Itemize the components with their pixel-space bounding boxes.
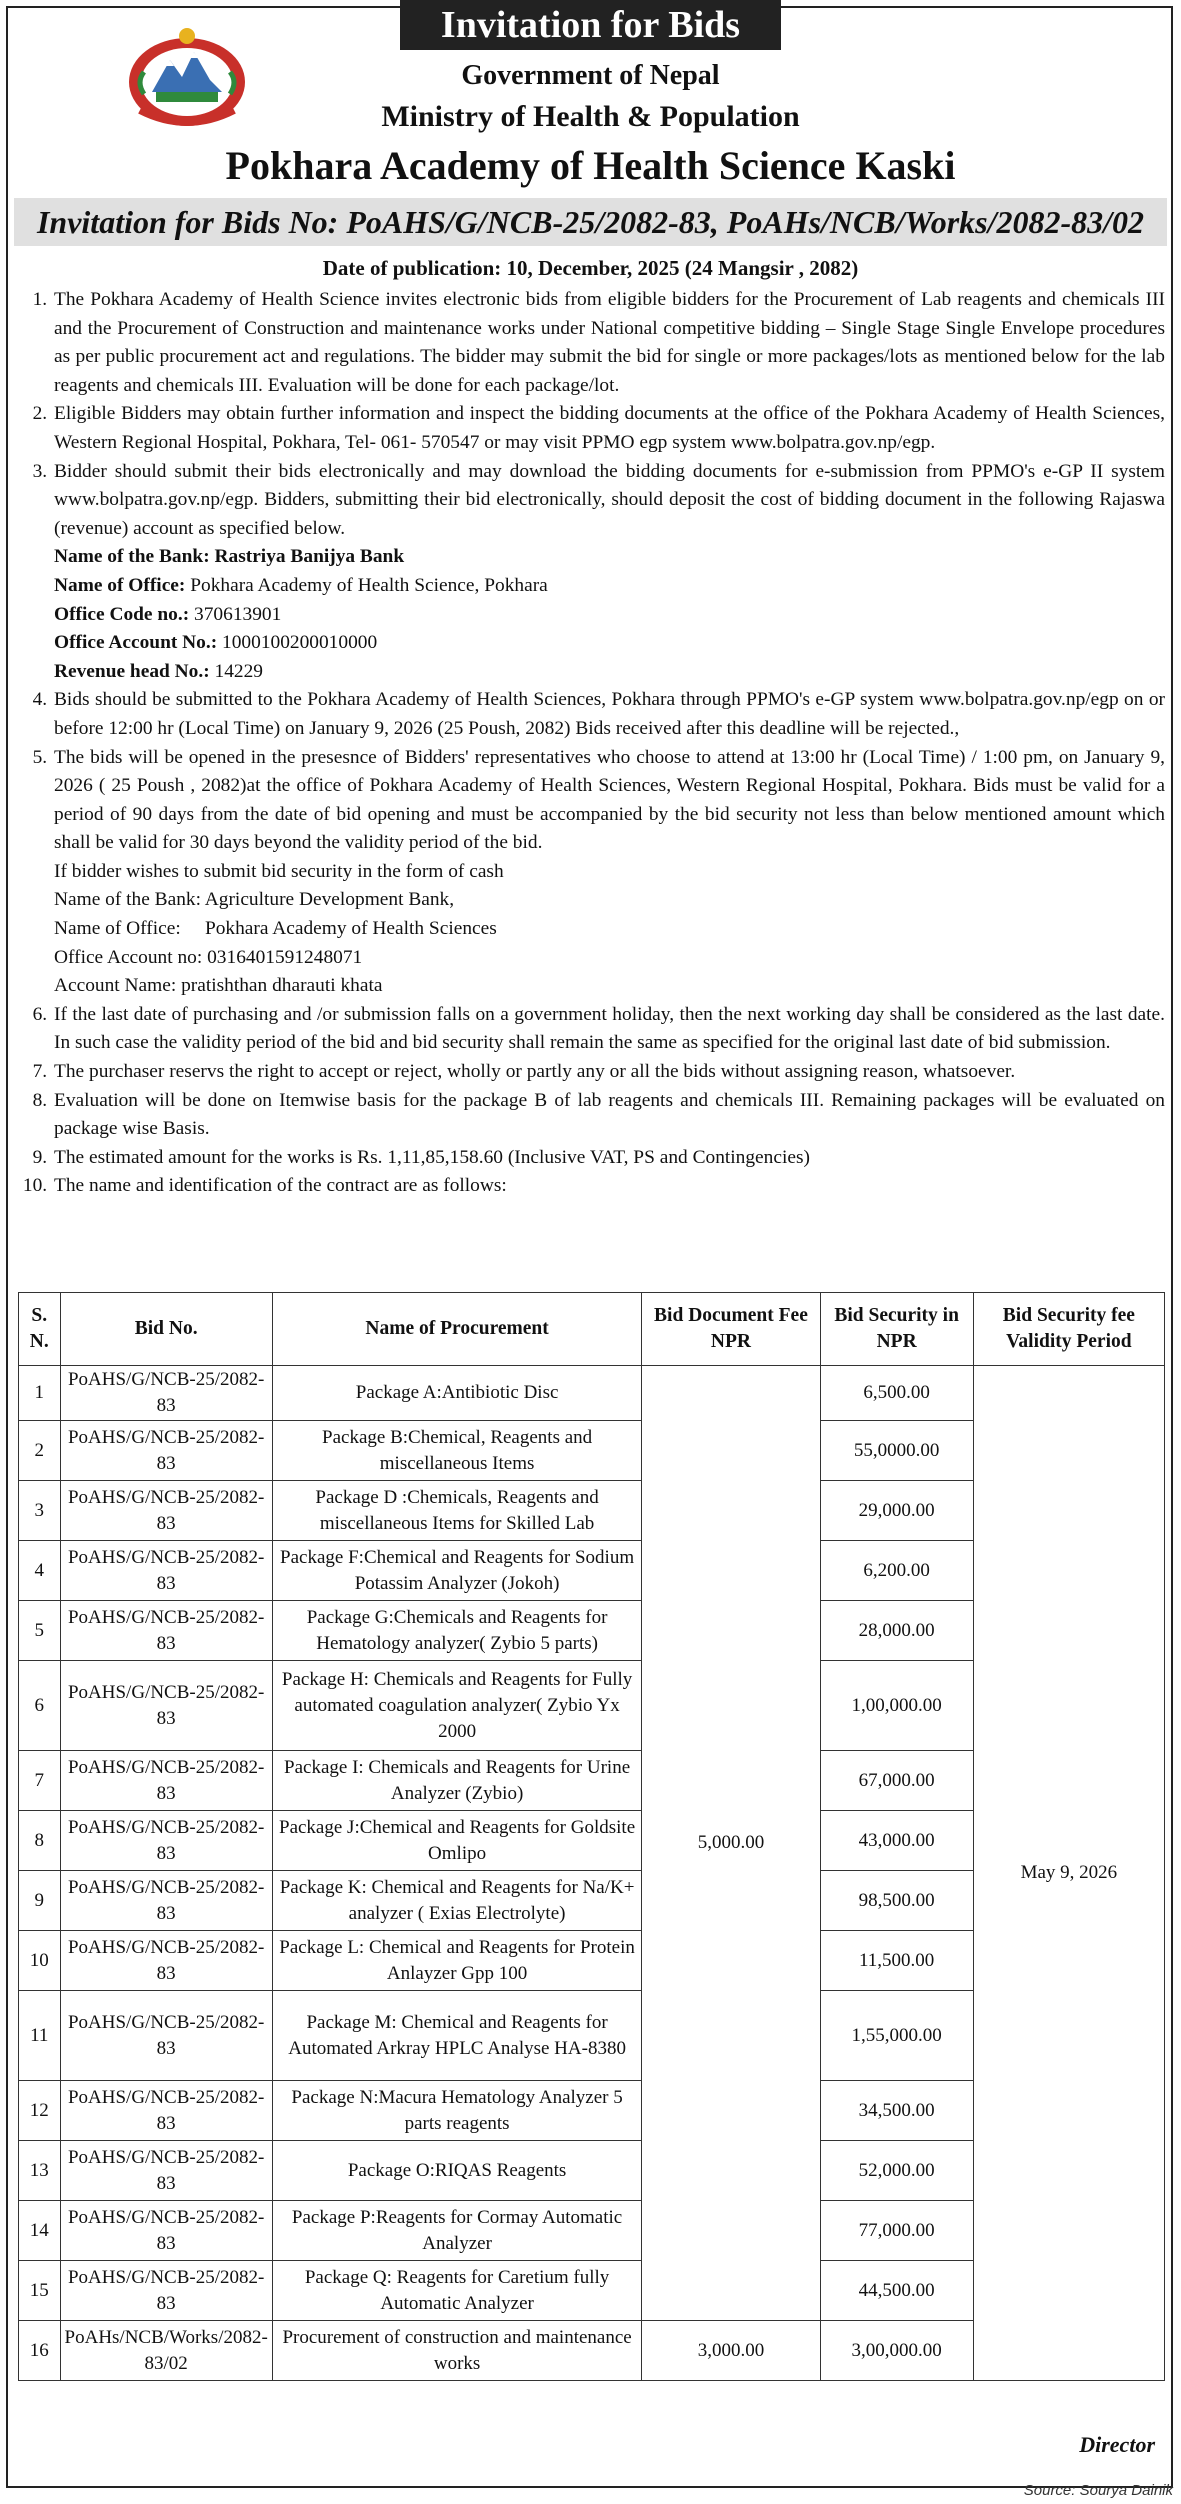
row-sn: 7 (19, 1751, 61, 1811)
row-security: 77,000.00 (820, 2201, 973, 2261)
signatory: Director (1079, 2432, 1155, 2457)
cash-security-note: If bidder wishes to submit bid security in the form of cash (54, 860, 504, 882)
header-security: Bid Security in NPR (820, 1293, 973, 1366)
row-security: 43,000.00 (820, 1811, 973, 1871)
clause-8 (52, 1087, 1165, 1144)
clause-4-text: Bids should be submitted to the Pokhara Academy of Health Sciences, Pokhara through PPMO's e-GP system www.bolpatra.gov.np/egp on or before 12:00 hr (Local Time) on January 9, 2026 (25 Poush, 2082) Bids received after this deadline will be rejected., (54, 689, 1165, 739)
row-bid-no: PoAHS/G/NCB-25/2082-83 (60, 2261, 272, 2321)
bank-name-text: Name of the Bank: Rastriya Banijya Bank (54, 546, 405, 568)
doc-fee-goods: 5,000.00 (642, 1366, 820, 2321)
cash-bank-name: Name of the Bank: Agriculture Development Bank, (54, 889, 455, 911)
clause-6 (52, 1001, 1165, 1058)
office-name (54, 572, 1165, 601)
row-procurement-name: Package H: Chemicals and Reagents for Fully automated coagulation analyzer( Zybio Yx 2000 (272, 1661, 642, 1751)
cash-account-number: Office Account no: 0316401591248071 (54, 946, 363, 968)
row-bid-no: PoAHs/NCB/Works/2082-83/02 (60, 2321, 272, 2381)
row-bid-no: PoAHS/G/NCB-25/2082-83 (60, 1811, 272, 1871)
row-security: 29,000.00 (820, 1481, 973, 1541)
row-sn: 3 (19, 1481, 61, 1541)
row-procurement-name: Package F:Chemical and Reagents for Sodium Potassim Analyzer (Jokoh) (272, 1541, 642, 1601)
row-sn: 1 (19, 1366, 61, 1421)
row-bid-no: PoAHS/G/NCB-25/2082-83 (60, 1366, 272, 1421)
row-sn: 11 (19, 1991, 61, 2081)
clause-3-text: Bidder should submit their bids electronically and may download the bidding documents for e-submission from PPMO's e-GP II system www.bolpatra.gov.np/egp. Bidders, submitting their bid electronically, should deposit the cost of bidding document in the following Rajaswa (revenue) account as specified below. (54, 460, 1165, 539)
row-procurement-name: Package O:RIQAS Reagents (272, 2141, 642, 2201)
office-code-value: 370613901 (194, 603, 282, 625)
row-bid-no: PoAHS/G/NCB-25/2082-83 (60, 2081, 272, 2141)
office-account-label: Office Account No.: (54, 632, 218, 654)
clause-2 (52, 400, 1165, 457)
doc-fee-works: 3,000.00 (642, 2321, 820, 2381)
row-security: 1,55,000.00 (820, 1991, 973, 2081)
row-bid-no: PoAHS/G/NCB-25/2082-83 (60, 1871, 272, 1931)
row-security: 6,200.00 (820, 1541, 973, 1601)
clause-3 (52, 458, 1165, 687)
row-bid-no: PoAHS/G/NCB-25/2082-83 (60, 2201, 272, 2261)
ministry-heading: Ministry of Health & Population (381, 100, 800, 133)
office-account-value: 1000100200010000 (222, 632, 378, 654)
bank-name (54, 543, 1165, 572)
revenue-head (54, 658, 1165, 687)
row-security: 55,0000.00 (820, 1421, 973, 1481)
row-procurement-name: Package B:Chemical, Reagents and miscellaneous Items (272, 1421, 642, 1481)
row-security: 3,00,000.00 (820, 2321, 973, 2381)
header-procurement: Name of Procurement (272, 1293, 642, 1366)
cash-office-name: Name of Office: Pokhara Academy of Health Sciences (54, 918, 497, 940)
revenue-head-label: Revenue head No.: (54, 660, 210, 682)
row-sn: 13 (19, 2141, 61, 2201)
government-heading: Government of Nepal (461, 60, 720, 91)
clause-list (18, 286, 1165, 1201)
row-sn: 16 (19, 2321, 61, 2381)
row-sn: 10 (19, 1931, 61, 1991)
row-security: 67,000.00 (820, 1751, 973, 1811)
clause-10 (52, 1172, 1165, 1201)
banner-title: Invitation for Bids (400, 0, 781, 50)
row-procurement-name: Package Q: Reagents for Caretium fully Automatic Analyzer (272, 2261, 642, 2321)
clause-7 (52, 1058, 1165, 1087)
row-sn: 8 (19, 1811, 61, 1871)
office-code (54, 601, 1165, 630)
row-sn: 2 (19, 1421, 61, 1481)
row-bid-no: PoAHS/G/NCB-25/2082-83 (60, 1421, 272, 1481)
row-procurement-name: Package L: Chemical and Reagents for Protein Anlayzer Gpp 100 (272, 1931, 642, 1991)
row-sn: 5 (19, 1601, 61, 1661)
row-security: 98,500.00 (820, 1871, 973, 1931)
row-security: 52,000.00 (820, 2141, 973, 2201)
table-row (19, 1366, 1165, 1421)
cash-account-name: Account Name: pratishthan dharauti khata (54, 975, 383, 997)
clause-6-text: If the last date of purchasing and /or submission falls on a government holiday, then the next working day shall be considered as the last date. In such case the validity period of the bid and bid security shall remain the same as specified for the original last date of bid submission. (54, 1003, 1165, 1054)
clause-5-text: The bids will be opened in the presesnce of Bidders' representatives who choose to attend at 13:00 hr (Local Time) / 1:00 pm, on January 9, 2026 ( 25 Poush , 2082)at the office of Pokhara Academy of Health Sciences, Western Regional Hospital, Pokhara. Bids must be valid for a period of 90 days from the date of bid opening and must be accompanied by the bid security not less than below mentioned amount which shall be valid for 30 days beyond the validity period of the bid. (54, 746, 1165, 854)
office-name-label: Name of Office: (54, 574, 186, 596)
row-sn: 9 (19, 1871, 61, 1931)
table-body (19, 1366, 1165, 2381)
header-doc-fee: Bid Document Fee NPR (642, 1293, 820, 1366)
clause-8-text: Evaluation will be done on Itemwise basis for the package B of lab reagents and chemicals III. Remaining packages will be evaluated on package wise Basis. (54, 1089, 1165, 1140)
row-procurement-name: Package I: Chemicals and Reagents for Urine Analyzer (Zybio) (272, 1751, 642, 1811)
office-name-value: Pokhara Academy of Health Science, Pokhara (190, 574, 548, 596)
row-sn: 15 (19, 2261, 61, 2321)
clause-1-text: The Pokhara Academy of Health Science invites electronic bids from eligible bidders for the Procurement of Lab reagents and chemicals III and the Procurement of Construction and maintenance works under National competitive bidding – Single Stage Single Envelope procedures as per public procurement act and regulations. The bidder may submit the bid for single or more packages/lots as mentioned below for the lab reagents and chemicals III. Evaluation will be done for each package/lot. (54, 289, 1165, 396)
clause-9 (52, 1144, 1165, 1173)
row-bid-no: PoAHS/G/NCB-25/2082-83 (60, 1481, 272, 1541)
office-code-label: Office Code no.: (54, 603, 190, 625)
row-security: 6,500.00 (820, 1366, 973, 1421)
academy-heading: Pokhara Academy of Health Science Kaski (225, 143, 956, 188)
row-procurement-name: Package K: Chemical and Reagents for Na/K+ analyzer ( Exias Electrolyte) (272, 1871, 642, 1931)
row-procurement-name: Package D :Chemicals, Reagents and miscellaneous Items for Skilled Lab (272, 1481, 642, 1541)
clause-7-text: The purchaser reservs the right to accept or reject, wholly or partly any or all the bids without assigning reason, whatsoever. (54, 1061, 1016, 1083)
row-procurement-name: Package A:Antibiotic Disc (272, 1366, 642, 1421)
row-bid-no: PoAHS/G/NCB-25/2082-83 (60, 1601, 272, 1661)
row-bid-no: PoAHS/G/NCB-25/2082-83 (60, 1661, 272, 1751)
row-sn: 12 (19, 2081, 61, 2141)
row-procurement-name: Package M: Chemical and Reagents for Automated Arkray HPLC Analyse HA-8380 (272, 1991, 642, 2081)
row-procurement-name: Package J:Chemical and Reagents for Goldsite Omlipo (272, 1811, 642, 1871)
clause-2-text: Eligible Bidders may obtain further information and inspect the bidding documents at the office of the Pokhara Academy of Health Sciences, Western Regional Hospital, Pokhara, Tel- 061- 570547 or may visit PPMO egp system www.bolpatra.gov.np/egp. (54, 403, 1165, 453)
row-procurement-name: Package G:Chemicals and Reagents for Hematology analyzer( Zybio 5 parts) (272, 1601, 642, 1661)
header-bid-no: Bid No. (60, 1293, 272, 1366)
validity-period: May 9, 2026 (973, 1366, 1164, 2381)
row-security: 44,500.00 (820, 2261, 973, 2321)
table-header-row (19, 1293, 1165, 1366)
row-procurement-name: Package P:Reagents for Cormay Automatic Analyzer (272, 2201, 642, 2261)
clauses (18, 286, 1165, 1201)
revenue-head-value: 14229 (214, 660, 263, 682)
row-security: 11,500.00 (820, 1931, 973, 1991)
clause-4 (52, 686, 1165, 743)
source-credit: Source: Sourya Dainik (1023, 2482, 1173, 2499)
row-sn: 14 (19, 2201, 61, 2261)
row-bid-no: PoAHS/G/NCB-25/2082-83 (60, 2141, 272, 2201)
header-validity: Bid Security fee Validity Period (973, 1293, 1164, 1366)
row-security: 1,00,000.00 (820, 1661, 973, 1751)
clause-9-text: The estimated amount for the works is Rs. 1,11,85,158.60 (Inclusive VAT, PS and Contingencies) (54, 1146, 810, 1168)
bids-table (18, 1292, 1165, 2381)
header-sn: S. N. (19, 1293, 61, 1366)
row-security: 28,000.00 (820, 1601, 973, 1661)
ifb-number: Invitation for Bids No: PoAHS/G/NCB-25/2082-83, PoAHs/NCB/Works/2082-83/02 (14, 198, 1167, 246)
clause-10-text: The name and identification of the contract are as follows: (54, 1175, 507, 1197)
row-sn: 4 (19, 1541, 61, 1601)
row-bid-no: PoAHS/G/NCB-25/2082-83 (60, 1751, 272, 1811)
clause-5 (52, 744, 1165, 1001)
row-bid-no: PoAHS/G/NCB-25/2082-83 (60, 1541, 272, 1601)
row-procurement-name: Procurement of construction and maintenance works (272, 2321, 642, 2381)
row-bid-no: PoAHS/G/NCB-25/2082-83 (60, 1991, 272, 2081)
clause-1 (52, 286, 1165, 400)
row-sn: 6 (19, 1661, 61, 1751)
row-bid-no: PoAHS/G/NCB-25/2082-83 (60, 1931, 272, 1991)
row-procurement-name: Package N:Macura Hematology Analyzer 5 parts reagents (272, 2081, 642, 2141)
publication-date: Date of publication: 10, December, 2025 (24 Mangsir , 2082) (322, 256, 859, 280)
office-account (54, 629, 1165, 658)
row-security: 34,500.00 (820, 2081, 973, 2141)
